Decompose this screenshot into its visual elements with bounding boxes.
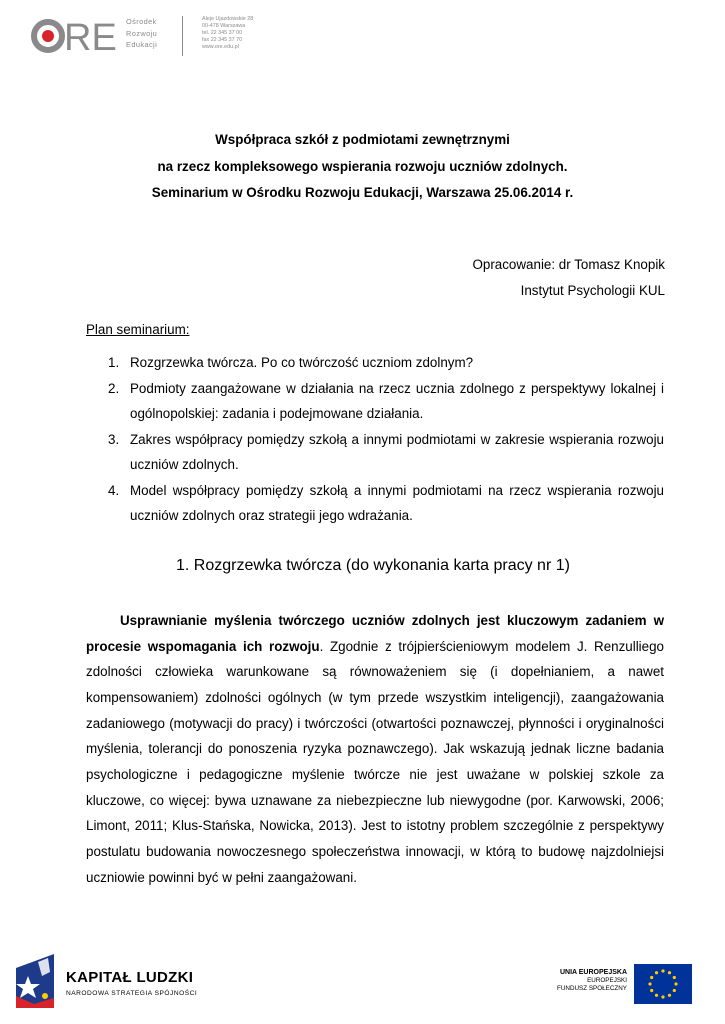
- author-block: [472, 252, 665, 304]
- ore-logo: [30, 14, 270, 62]
- plan-item-text: Zakres współpracy pomiędzy szkołą a innymi podmiotami w zakresie wspierania rozwoju uczniów zdolnych.: [130, 431, 664, 472]
- ore-logo-letters: RE: [64, 17, 117, 58]
- logo-divider: [182, 16, 183, 56]
- address-line: fax 22 345 37 70: [202, 37, 243, 43]
- ore-org-name-line: Edukacji: [126, 40, 158, 49]
- ore-address: [202, 16, 253, 51]
- author-line-1: Opracowanie: dr Tomasz Knopik: [472, 257, 665, 272]
- address-line: 00-478 Warszawa: [202, 23, 246, 29]
- body-paragraph: [86, 608, 664, 890]
- title-line-2: na rzecz kompleksowego wspierania rozwoju uczniów zdolnych.: [157, 158, 568, 174]
- title-line-1: Współpraca szkół z podmiotami zewnętrznymi: [215, 132, 510, 147]
- address-line: www.ore.edu.pl: [202, 44, 239, 50]
- plan-item: [108, 376, 664, 427]
- plan-item-number: 1.: [108, 355, 120, 370]
- section-heading: 1. Rozgrzewka twórcza (do wykonania karta pracy nr 1): [176, 557, 570, 574]
- eu-flag-icon: [634, 964, 692, 1004]
- plan-heading: Plan seminarium:: [86, 322, 190, 337]
- body-text: . Zgodnie z trójpierścieniowym modelem J. Renzulliego zdolności człowieka warunkowane są równoważeniem się (i dopełnianiem, a nawet kompensowaniem) zdolności ogólnych (w tym przede wszystkim inteligencji), zaangażowania zadaniowego (motywacji do pracy) i twórczości (otwartości poznawczej, płynności i oryginalności myślenia, tolerancji do ponoszenia ryzyka poznawczego). Jak wskazują jednak liczne badania psychologiczne i pedagogiczne myślenie twórcze nie jest uważane w polskiej szkole za kluczowe, co więcej: bywa uznawane za niebezpieczne lub niewygodne (por. Karwowski, 2006; Limont, 2011; Klus-Stańska, Nowicka, 2013). Jest to istotny problem szczególnie z perspektywy postulatu budowania nowoczesnego społeczeństwa innowacji, w którą to budowę najzdolniejsi uczniowie powinni być w pełni zaangażowani.: [86, 638, 664, 885]
- ore-org-name-line: Rozwoju: [126, 28, 158, 38]
- address-line: tel. 22 345 37 00: [202, 30, 243, 36]
- plan-item-number: 4.: [108, 482, 120, 498]
- plan-item: [108, 478, 664, 529]
- kapital-ludzki-logo-icon: [14, 952, 56, 1010]
- plan-list: [108, 350, 664, 529]
- eu-line-3: FUNDUSZ SPOŁECZNY: [557, 985, 627, 993]
- plan-item-text: Model współpracy pomiędzy szkołą a innymi podmiotami na rzecz wspierania rozwoju uczniów zdolnych oraz strategii jego wdrażania.: [130, 482, 664, 523]
- plan-item-text: Podmioty zaangażowane w działania na rzecz ucznia zdolnego z perspektywy lokalnej i ogólnopolskiej: zadania i podejmowane działania.: [130, 380, 664, 421]
- eu-fund-text: [505, 969, 627, 994]
- title-line-3: Seminarium w Ośrodku Rozwoju Edukacji, Warszawa 25.06.2014 r.: [151, 185, 574, 200]
- eu-line-2: EUROPEJSKI: [587, 977, 627, 985]
- plan-item-number: 3.: [108, 431, 120, 447]
- plan-item-text: Rozgrzewka twórcza. Po co twórczość uczniom zdolnym?: [130, 355, 474, 370]
- kapital-ludzki-subtitle: NARODOWA STRATEGIA SPÓJNOŚCI: [66, 990, 198, 997]
- author-line-2: Instytut Psychologii KUL: [520, 283, 665, 298]
- document-title: [0, 127, 725, 207]
- ore-org-name: [126, 16, 157, 51]
- address-line: Aleje Ujazdowskie 28: [202, 16, 254, 22]
- plan-item: [108, 427, 664, 478]
- ore-logo-mark: [30, 14, 122, 58]
- eu-line-1: UNIA EUROPEJSKA: [559, 969, 627, 976]
- plan-item: [108, 350, 664, 376]
- body-bold-lead: Usprawnianie myślenia twórczego uczniów zdolnych jest kluczowym zadaniem w procesie wspomagania ich rozwoju: [86, 613, 664, 654]
- kapital-ludzki-title: KAPITAŁ LUDZKI: [66, 969, 194, 986]
- ore-org-name-line: Ośrodek: [126, 17, 157, 26]
- plan-item-number: 2.: [108, 380, 120, 396]
